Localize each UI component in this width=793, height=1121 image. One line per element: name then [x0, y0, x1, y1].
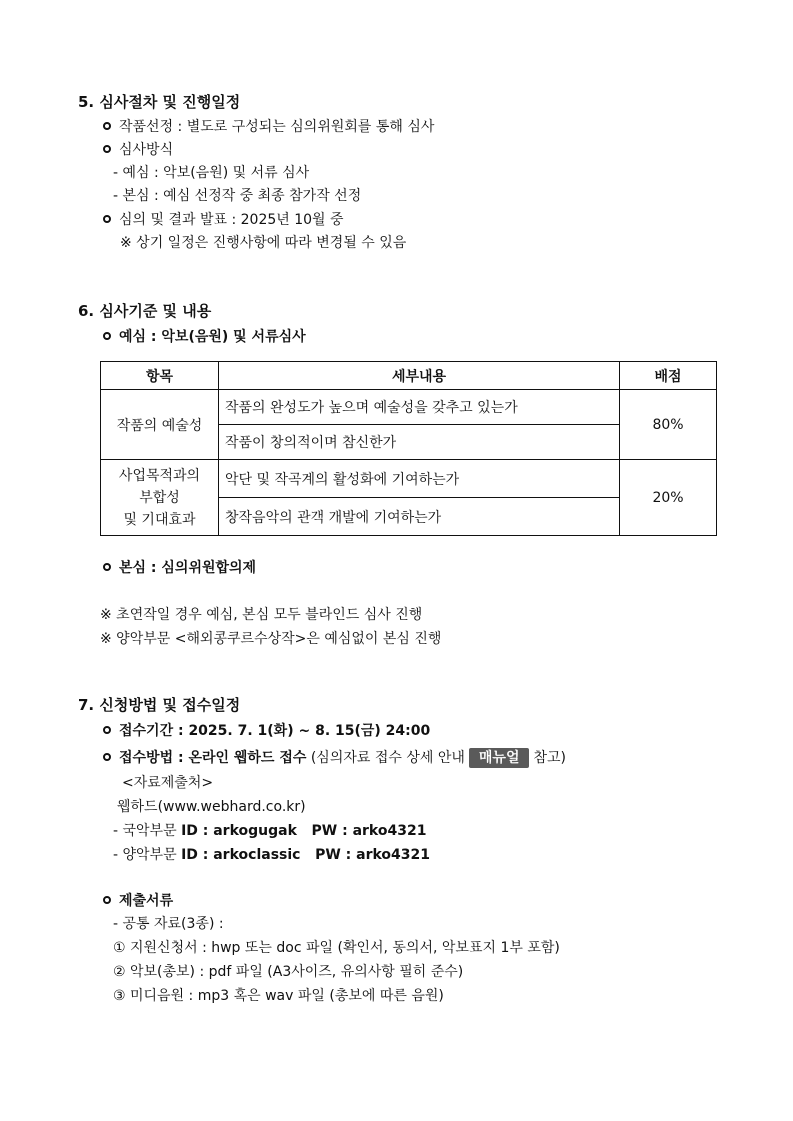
- bullet-icon: [103, 726, 111, 734]
- item-line: 부합성: [139, 489, 180, 506]
- bullet-icon: [103, 215, 111, 223]
- account-credentials: ID : arkoclassic PW : arko4321: [181, 847, 430, 863]
- s7-method-end: 참고): [533, 750, 566, 766]
- bullet-icon: [103, 753, 111, 761]
- s6-final-heading-text: 본심 : 심의위원합의제: [119, 560, 257, 576]
- s7-doc-3: ③ 미디음원 : mp3 혹은 wav 파일 (총보에 따른 음원): [113, 988, 444, 1004]
- bullet-icon: [103, 563, 111, 571]
- s7-account-gugak: [113, 821, 426, 841]
- bullet-icon: [103, 332, 111, 340]
- s7-method-rest: (심의자료 접수 상세 안내: [310, 750, 465, 766]
- table-header: 배점: [620, 362, 717, 390]
- bullet-icon: [103, 145, 111, 153]
- account-label: - 국악부문: [113, 823, 177, 839]
- section-5-title: 5. 심사절차 및 진행일정: [78, 93, 241, 111]
- s7-period: [103, 721, 430, 741]
- s7-method: [103, 748, 566, 768]
- table-header: 세부내용: [219, 362, 620, 390]
- s7-submit-label: <자료제출처>: [122, 775, 214, 791]
- s6-note-1: ※ 초연작일 경우 예심, 본심 모두 블라인드 심사 진행: [100, 607, 423, 623]
- s5-line-result: [103, 210, 344, 230]
- s7-doc-2: ② 악보(총보) : pdf 파일 (A3사이즈, 유의사항 필히 준수): [113, 964, 464, 980]
- table-header-row: [101, 362, 717, 390]
- table-cell-detail: 작품이 창의적이며 참신한가: [219, 425, 620, 460]
- s5-line-method-text: 심사방식: [119, 142, 174, 158]
- s7-method-bold: 접수방법 : 온라인 웹하드 접수: [119, 750, 307, 766]
- item-line: 사업목적과의: [118, 467, 201, 484]
- s5-line-method: [103, 140, 173, 160]
- s7-period-text: 접수기간 : 2025. 7. 1(화) ~ 8. 15(금) 24:00: [119, 723, 431, 739]
- section-6-title: 6. 심사기준 및 내용: [78, 302, 212, 320]
- table-row: [101, 460, 717, 498]
- s5-line-selection: [103, 117, 434, 137]
- s5-line-prelim: - 예심 : 악보(음원) 및 서류 심사: [113, 165, 310, 181]
- account-credentials: ID : arkogugak PW : arko4321: [181, 823, 427, 839]
- table-cell-item: [101, 460, 219, 536]
- table-cell-detail: 작품의 완성도가 높으며 예술성을 갖추고 있는가: [219, 390, 620, 425]
- table-cell-detail: 창작음악의 관객 개발에 기여하는가: [219, 498, 620, 536]
- s5-line-final: - 본심 : 예심 선정작 중 최종 참가작 선정: [113, 188, 362, 204]
- s6-note-2: ※ 양악부문 <해외콩쿠르수상작>은 예심없이 본심 진행: [100, 631, 442, 647]
- account-label: - 양악부문: [113, 847, 177, 863]
- bullet-icon: [103, 122, 111, 130]
- criteria-table: [100, 361, 717, 536]
- s7-docs-heading: [103, 891, 173, 911]
- s7-docs-heading-text: 제출서류: [119, 893, 174, 909]
- item-line: 및 기대효과: [123, 511, 196, 528]
- table-header: 항목: [101, 362, 219, 390]
- s7-common: - 공통 자료(3종) :: [113, 916, 224, 932]
- table-cell-detail: 악단 및 작곡계의 활성화에 기여하는가: [219, 460, 620, 498]
- s6-prelim-heading-text: 예심 : 악보(음원) 및 서류심사: [119, 329, 306, 345]
- s5-note: ※ 상기 일정은 진행사항에 따라 변경될 수 있음: [120, 235, 407, 251]
- s5-line-selection-text: 작품선정 : 별도로 구성되는 심의위원회를 통해 심사: [119, 119, 435, 135]
- table-cell-score: 80%: [620, 390, 717, 460]
- s7-account-classic: [113, 845, 430, 865]
- s7-webhard: 웹하드(www.webhard.co.kr): [117, 799, 306, 815]
- s6-prelim-heading: [103, 327, 306, 347]
- s5-line-result-text: 심의 및 결과 발표 : 2025년 10월 중: [119, 212, 344, 228]
- section-7-title: 7. 신청방법 및 접수일정: [78, 696, 241, 714]
- s7-doc-1: ① 지원신청서 : hwp 또는 doc 파일 (확인서, 동의서, 악보표지 1부 포함): [113, 940, 560, 956]
- table-cell-item: 작품의 예술성: [101, 390, 219, 460]
- manual-link-button[interactable]: 매뉴얼: [469, 748, 530, 768]
- table-cell-score: 20%: [620, 460, 717, 536]
- table-row: [101, 390, 717, 425]
- bullet-icon: [103, 896, 111, 904]
- s6-final-heading: [103, 558, 256, 578]
